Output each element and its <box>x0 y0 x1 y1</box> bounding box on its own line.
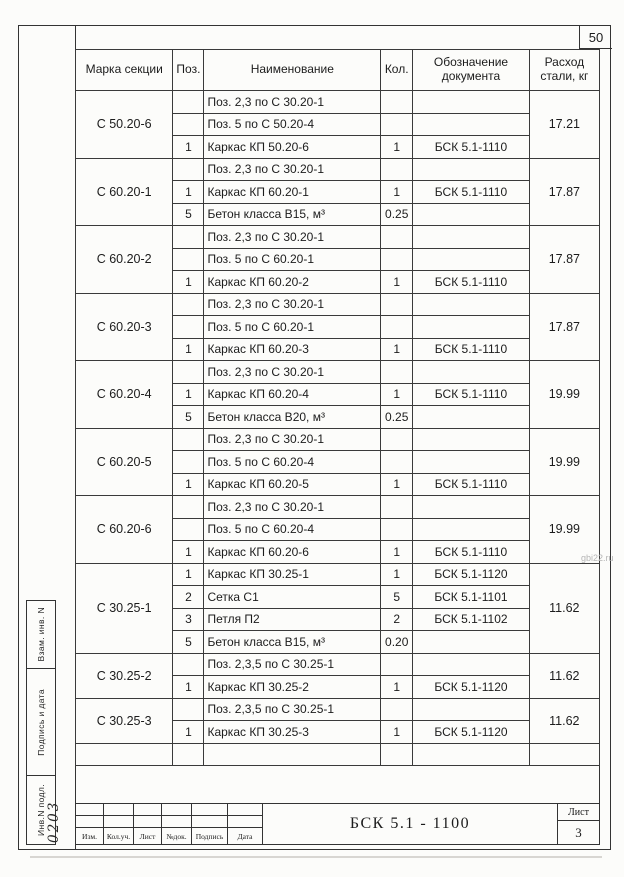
cell-pos: 1 <box>173 136 204 159</box>
cell-qty: 0.25 <box>381 406 413 429</box>
cell-doc <box>413 428 529 451</box>
cell-doc: БСК 5.1-1101 <box>413 586 529 609</box>
cell-steel-consumption: 19.99 <box>529 496 599 564</box>
cell-pos <box>173 428 204 451</box>
cell-name: Поз. 2,3 по С 30.20-1 <box>204 226 381 249</box>
revision-grid-label: Изм. <box>76 828 104 844</box>
cell-pos: 1 <box>173 563 204 586</box>
cell-qty <box>381 518 413 541</box>
cell-doc: БСК 5.1-1110 <box>413 181 529 204</box>
cell-qty: 2 <box>381 608 413 631</box>
title-block-revision-grid <box>76 804 263 844</box>
cell-name <box>204 743 381 766</box>
cell-pos <box>173 518 204 541</box>
cell-steel-consumption: 11.62 <box>529 563 599 653</box>
cell-doc <box>413 158 529 181</box>
cell-doc: БСК 5.1-1120 <box>413 676 529 699</box>
cell-qty <box>381 91 413 114</box>
cell-steel-consumption <box>529 743 599 766</box>
revision-grid-cell <box>76 804 104 816</box>
cell-name: Поз. 5 по С 50.20-4 <box>204 113 381 136</box>
frame-bottom-line <box>18 849 611 850</box>
cell-name: Каркас КП 60.20-2 <box>204 271 381 294</box>
cell-section-mark: С 60.20-3 <box>76 293 173 361</box>
cell-name: Поз. 5 по С 60.20-4 <box>204 518 381 541</box>
cell-name: Каркас КП 60.20-3 <box>204 338 381 361</box>
cell-pos: 1 <box>173 181 204 204</box>
cell-name: Каркас КП 30.25-3 <box>204 721 381 744</box>
cell-doc: БСК 5.1-1102 <box>413 608 529 631</box>
cell-pos <box>173 698 204 721</box>
cell-name: Поз. 2,3 по С 30.20-1 <box>204 293 381 316</box>
cell-pos: 1 <box>173 721 204 744</box>
cell-name: Каркас КП 30.25-2 <box>204 676 381 699</box>
col-header-qty: Кол. <box>381 50 413 91</box>
cell-qty: 1 <box>381 721 413 744</box>
cell-name: Каркас КП 60.20-5 <box>204 473 381 496</box>
cell-qty <box>381 496 413 519</box>
table-row <box>76 743 600 766</box>
cell-doc: БСК 5.1-1110 <box>413 338 529 361</box>
table-row <box>76 698 600 721</box>
cell-qty <box>381 451 413 474</box>
cell-name: Поз. 2,3,5 по С 30.25-1 <box>204 653 381 676</box>
stamp-cell-label: Инв.N подл. <box>36 783 46 836</box>
cell-section-mark: С 60.20-6 <box>76 496 173 564</box>
cell-pos: 1 <box>173 676 204 699</box>
cell-doc: БСК 5.1-1110 <box>413 136 529 159</box>
cell-qty <box>381 293 413 316</box>
cell-doc <box>413 451 529 474</box>
cell-doc <box>413 316 529 339</box>
table-row <box>76 496 600 519</box>
cell-qty: 1 <box>381 271 413 294</box>
cell-pos: 5 <box>173 406 204 429</box>
cell-qty <box>381 361 413 384</box>
cell-pos: 1 <box>173 271 204 294</box>
cell-section-mark: С 60.20-1 <box>76 158 173 226</box>
cell-pos: 1 <box>173 541 204 564</box>
cell-qty: 1 <box>381 383 413 406</box>
revision-grid-cell <box>228 804 262 816</box>
table-row <box>76 653 600 676</box>
table-row <box>76 428 600 451</box>
cell-name: Сетка С1 <box>204 586 381 609</box>
cell-qty <box>381 428 413 451</box>
cell-pos <box>173 293 204 316</box>
cell-name: Поз. 2,3 по С 30.20-1 <box>204 158 381 181</box>
cell-qty <box>381 653 413 676</box>
cell-steel-consumption: 19.99 <box>529 361 599 429</box>
cell-doc: БСК 5.1-1110 <box>413 541 529 564</box>
cell-pos <box>173 316 204 339</box>
cell-name: Петля П2 <box>204 608 381 631</box>
cell-pos <box>173 226 204 249</box>
revision-grid-cell <box>134 816 162 828</box>
stamp-cell <box>26 600 56 668</box>
table-row <box>76 91 600 114</box>
table-row <box>76 226 600 249</box>
cell-qty <box>381 158 413 181</box>
cell-qty: 1 <box>381 473 413 496</box>
cell-doc <box>413 653 529 676</box>
cell-steel-consumption: 17.87 <box>529 158 599 226</box>
table-row <box>76 361 600 384</box>
table-row <box>76 563 600 586</box>
inventory-number-handwritten: 0203 <box>46 800 62 843</box>
page-number-box <box>579 26 612 49</box>
revision-grid-cell <box>76 816 104 828</box>
frame-top-line <box>18 25 611 26</box>
cell-name: Поз. 5 по С 60.20-1 <box>204 316 381 339</box>
revision-grid-label: №док. <box>162 828 192 844</box>
cell-doc <box>413 226 529 249</box>
cell-pos <box>173 653 204 676</box>
cell-doc: БСК 5.1-1110 <box>413 271 529 294</box>
cell-doc <box>413 518 529 541</box>
scan-shadow-line <box>30 856 602 858</box>
cell-doc <box>413 698 529 721</box>
cell-steel-consumption: 17.87 <box>529 293 599 361</box>
cell-qty: 1 <box>381 136 413 159</box>
cell-pos: 3 <box>173 608 204 631</box>
frame-inner-right-segment <box>599 765 600 805</box>
cell-name: Бетон класса В15, м³ <box>204 631 381 654</box>
cell-qty: 0.20 <box>381 631 413 654</box>
cell-pos <box>173 496 204 519</box>
cell-pos: 5 <box>173 203 204 226</box>
revision-grid-label: Лист <box>134 828 162 844</box>
cell-qty <box>381 743 413 766</box>
title-block <box>75 803 600 845</box>
title-block-sheet-box <box>557 804 599 844</box>
revision-grid-cell <box>162 804 192 816</box>
cell-section-mark: С 60.20-5 <box>76 428 173 496</box>
table-row <box>76 293 600 316</box>
watermark: gbi22.ru <box>581 553 614 563</box>
cell-qty <box>381 316 413 339</box>
cell-pos <box>173 743 204 766</box>
cell-qty <box>381 113 413 136</box>
cell-qty <box>381 698 413 721</box>
cell-pos <box>173 91 204 114</box>
document-number: БСК 5.1 - 1100 <box>349 815 471 832</box>
cell-qty <box>381 226 413 249</box>
cell-doc <box>413 248 529 271</box>
cell-doc <box>413 113 529 136</box>
cell-name: Бетон класса В15, м³ <box>204 203 381 226</box>
frame-right-line <box>610 25 611 850</box>
revision-grid-cell <box>104 816 134 828</box>
revision-grid-label: Кол.уч. <box>104 828 134 844</box>
cell-pos <box>173 113 204 136</box>
col-header-doc: Обозначение документа <box>413 50 529 91</box>
cell-doc <box>413 406 529 429</box>
cell-doc <box>413 361 529 384</box>
cell-name: Каркас КП 50.20-6 <box>204 136 381 159</box>
sheet-label: Лист <box>558 804 599 821</box>
cell-name: Поз. 2,3,5 по С 30.25-1 <box>204 698 381 721</box>
col-header-pos: Поз. <box>173 50 204 91</box>
cell-section-mark: С 30.25-3 <box>76 698 173 743</box>
cell-qty: 1 <box>381 181 413 204</box>
cell-doc <box>413 631 529 654</box>
cell-section-mark: С 30.25-2 <box>76 653 173 698</box>
col-header-mark: Марка секции <box>76 50 173 91</box>
cell-doc <box>413 203 529 226</box>
cell-steel-consumption: 17.87 <box>529 226 599 294</box>
revision-grid-cell <box>228 816 262 828</box>
revision-grid-cell <box>134 804 162 816</box>
cell-steel-consumption: 17.21 <box>529 91 599 159</box>
cell-pos: 1 <box>173 338 204 361</box>
cell-section-mark: С 30.25-1 <box>76 563 173 653</box>
revision-grid-cell <box>162 816 192 828</box>
cell-qty <box>381 248 413 271</box>
cell-name: Бетон класса В20, м³ <box>204 406 381 429</box>
cell-name: Поз. 2,3 по С 30.20-1 <box>204 496 381 519</box>
cell-name: Поз. 5 по С 60.20-1 <box>204 248 381 271</box>
table-row <box>76 158 600 181</box>
cell-name: Каркас КП 60.20-4 <box>204 383 381 406</box>
cell-name: Каркас КП 30.25-1 <box>204 563 381 586</box>
cell-doc: БСК 5.1-1120 <box>413 563 529 586</box>
cell-qty: 1 <box>381 541 413 564</box>
cell-name: Поз. 2,3 по С 30.20-1 <box>204 361 381 384</box>
cell-pos <box>173 248 204 271</box>
cell-pos <box>173 451 204 474</box>
cell-name: Поз. 2,3 по С 30.20-1 <box>204 91 381 114</box>
cell-name: Поз. 5 по С 60.20-4 <box>204 451 381 474</box>
frame-left-line <box>18 25 19 850</box>
cell-qty: 1 <box>381 563 413 586</box>
cell-doc: БСК 5.1-1110 <box>413 473 529 496</box>
revision-grid-cell <box>192 816 228 828</box>
col-header-steel: Расход стали, кг <box>529 50 599 91</box>
cell-pos <box>173 361 204 384</box>
spec-table <box>75 49 600 766</box>
col-header-name: Наименование <box>204 50 381 91</box>
cell-section-mark <box>76 743 173 766</box>
cell-doc: БСК 5.1-1110 <box>413 383 529 406</box>
cell-name: Каркас КП 60.20-1 <box>204 181 381 204</box>
sheet-number: 3 <box>575 824 582 840</box>
cell-doc <box>413 91 529 114</box>
revision-grid-cell <box>104 804 134 816</box>
revision-grid-cell <box>192 804 228 816</box>
cell-qty: 5 <box>381 586 413 609</box>
revision-grid-label: Подпись <box>192 828 228 844</box>
cell-pos: 5 <box>173 631 204 654</box>
table-header-row <box>76 50 600 91</box>
cell-section-mark: С 50.20-6 <box>76 91 173 159</box>
cell-qty: 1 <box>381 676 413 699</box>
cell-name: Каркас КП 60.20-6 <box>204 541 381 564</box>
cell-qty: 1 <box>381 338 413 361</box>
cell-steel-consumption: 11.62 <box>529 653 599 698</box>
page-number: 50 <box>588 29 604 45</box>
revision-grid-label: Дата <box>237 831 253 841</box>
cell-steel-consumption: 19.99 <box>529 428 599 496</box>
cell-doc <box>413 293 529 316</box>
cell-pos: 2 <box>173 586 204 609</box>
cell-qty: 0.25 <box>381 203 413 226</box>
cell-pos <box>173 158 204 181</box>
cell-pos: 1 <box>173 383 204 406</box>
cell-section-mark: С 60.20-4 <box>76 361 173 429</box>
cell-section-mark: С 60.20-2 <box>76 226 173 294</box>
cell-doc: БСК 5.1-1120 <box>413 721 529 744</box>
cell-doc <box>413 496 529 519</box>
cell-pos: 1 <box>173 473 204 496</box>
cell-doc <box>413 743 529 766</box>
spec-table-body <box>76 91 600 766</box>
stamp-cell-label: Взам. инв. N <box>36 607 46 662</box>
cell-steel-consumption: 11.62 <box>529 698 599 743</box>
stamp-cell-label: Подпись и дата <box>36 688 46 756</box>
cell-name: Поз. 2,3 по С 30.20-1 <box>204 428 381 451</box>
stamp-cell <box>26 668 56 775</box>
